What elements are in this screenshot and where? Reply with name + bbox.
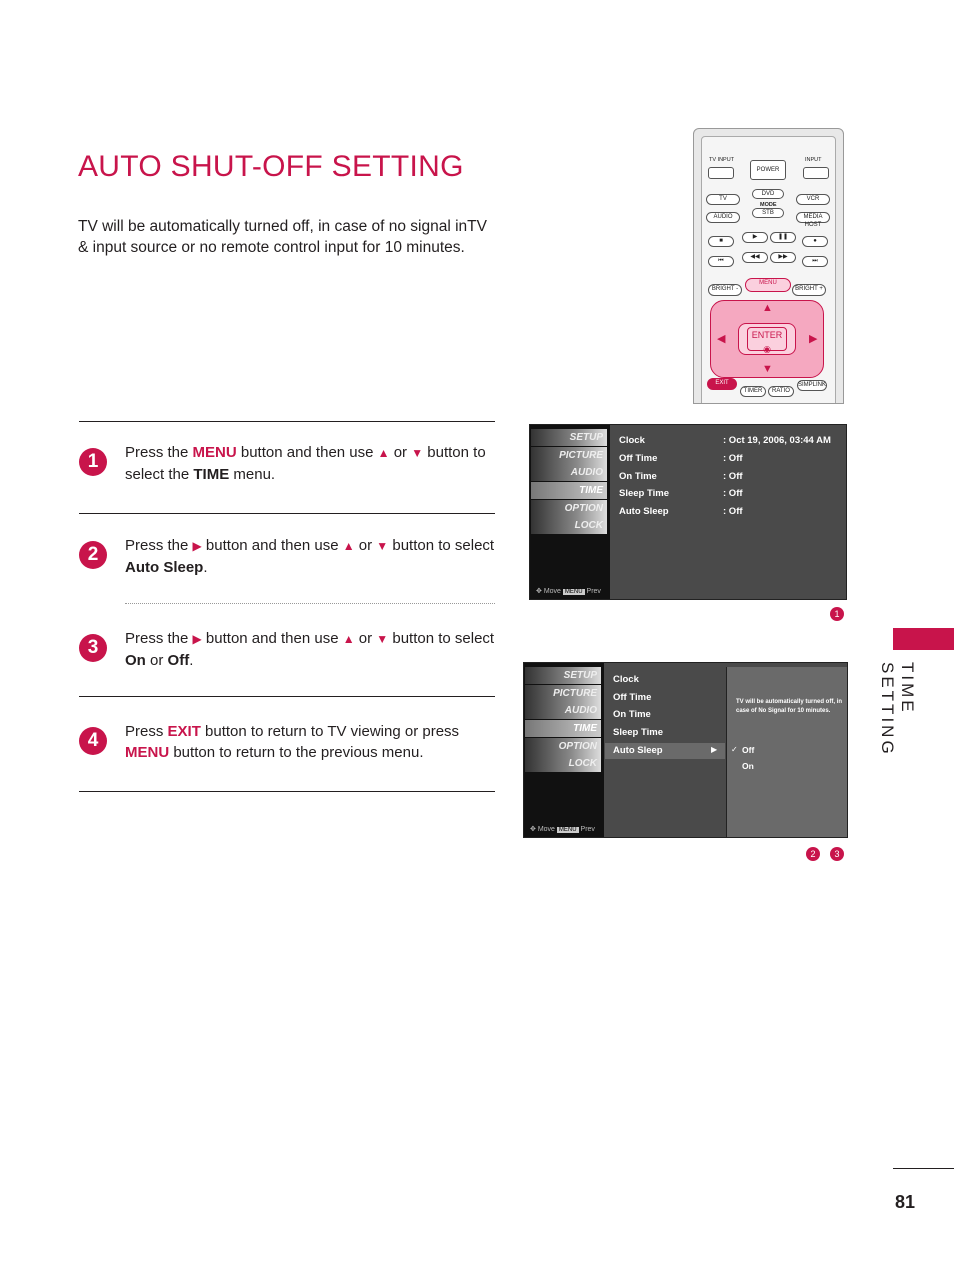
remote-record-button[interactable]: ● xyxy=(802,236,828,247)
remote-tv-button[interactable]: TV xyxy=(706,194,740,205)
menu-row-value: : Off xyxy=(723,506,743,517)
callout-3: 3 xyxy=(830,847,844,861)
remote-up-button[interactable]: ▲ xyxy=(762,302,773,314)
menu-side-option[interactable]: OPTION xyxy=(525,738,601,755)
step-number-1: 1 xyxy=(79,448,107,476)
step-3-text: Press the ▶ button and then use ▲ or ▼ button to select On or Off. xyxy=(125,630,495,669)
remote-menu-button[interactable]: MENU xyxy=(745,278,791,292)
remote-right-button[interactable]: ▶ xyxy=(809,333,818,345)
move-icon: ✥ xyxy=(536,588,542,595)
remote-skip-back-button[interactable]: ⏮ xyxy=(708,256,734,267)
remote-ff-button[interactable]: ▶▶ xyxy=(770,252,796,263)
menu-side-lock[interactable]: LOCK xyxy=(525,755,601,772)
option-off[interactable]: Off xyxy=(742,745,755,755)
submenu-arrow-icon: ▶ xyxy=(711,745,718,754)
down-arrow-icon: ▼ xyxy=(411,446,424,460)
info-text: TV will be automatically turned off, in case of No Signal for 10 minutes. xyxy=(736,699,843,714)
step-number-4: 4 xyxy=(79,727,107,755)
down-arrow-icon: ▼ xyxy=(376,539,389,553)
menu-row-value: : Off xyxy=(723,488,743,499)
step-number-2: 2 xyxy=(79,541,107,569)
remote-bright-plus-button[interactable]: BRIGHT + xyxy=(792,284,826,296)
menu-side-lock[interactable]: LOCK xyxy=(531,517,607,534)
menu-side-picture[interactable]: PICTURE xyxy=(531,447,607,464)
up-arrow-icon: ▲ xyxy=(342,539,355,553)
remote-tv-input-label: TV INPUT xyxy=(709,157,735,163)
callout-2: 2 xyxy=(806,847,820,861)
menu-side-audio[interactable]: AUDIO xyxy=(525,702,601,719)
menu-side-picture[interactable]: PICTURE xyxy=(525,685,601,702)
menu-side-time[interactable]: TIME xyxy=(531,482,607,499)
remote-vcr-button[interactable]: VCR xyxy=(796,194,830,205)
divider-dotted xyxy=(125,603,495,604)
intro-text: TV will be automatically turned off, in case of no signal inTV & input source or no remote control input for 10 minutes. xyxy=(78,218,487,256)
remote-tv-input-button[interactable] xyxy=(708,167,734,179)
divider xyxy=(79,696,495,697)
right-arrow-icon: ▶ xyxy=(192,632,202,646)
auto-sleep-menu-screen xyxy=(523,662,848,838)
down-arrow-icon: ▼ xyxy=(376,632,389,646)
menu-row-label[interactable]: Off Time xyxy=(613,692,652,703)
remote-timer-button[interactable]: TIMER xyxy=(740,386,766,397)
remote-stb-button[interactable]: STB xyxy=(752,208,784,218)
menu-row-value: : Off xyxy=(723,453,743,464)
footer-rule xyxy=(893,1168,954,1169)
remote-input-button[interactable] xyxy=(803,167,829,179)
remote-down-button[interactable]: ▼ xyxy=(762,363,773,375)
menu-row-label[interactable]: Off Time xyxy=(619,453,658,464)
step-number-3: 3 xyxy=(79,634,107,662)
menu-side-setup[interactable]: SETUP xyxy=(525,667,601,684)
remote-pause-button[interactable]: ❚❚ xyxy=(770,232,796,243)
menu-side-setup[interactable]: SETUP xyxy=(531,429,607,446)
step-2-text: Press the ▶ button and then use ▲ or ▼ button to select Auto Sleep. xyxy=(125,537,495,576)
section-label: TIME SETTING xyxy=(878,662,917,757)
section-tab xyxy=(893,628,954,650)
up-arrow-icon: ▲ xyxy=(377,446,390,460)
menu-row-label[interactable]: Sleep Time xyxy=(613,727,663,738)
remote-rewind-button[interactable]: ◀◀ xyxy=(742,252,768,263)
menu-footer: ✥ Move MENU Prev xyxy=(536,588,601,595)
menu-row-label[interactable]: Clock xyxy=(619,435,645,446)
menu-row-value: : Oct 19, 2006, 03:44 AM xyxy=(723,435,831,446)
remote-dpad xyxy=(710,300,824,378)
divider xyxy=(79,421,495,422)
page-number: 81 xyxy=(895,1192,916,1212)
menu-side-option[interactable]: OPTION xyxy=(531,500,607,517)
remote-bright-minus-button[interactable]: BRIGHT - xyxy=(708,284,742,296)
remote-mode-label: MODE xyxy=(760,202,777,208)
menu-footer: ✥ Move MENU Prev xyxy=(530,826,595,833)
step-4-text: Press EXIT button to return to TV viewing or press MENU button to return to the previous menu. xyxy=(125,723,460,761)
menu-row-label[interactable]: Clock xyxy=(613,674,639,685)
time-menu-screen xyxy=(529,424,847,600)
up-arrow-icon: ▲ xyxy=(342,632,355,646)
remote-audio-button[interactable]: AUDIO xyxy=(706,212,740,223)
menu-row-label[interactable]: Auto Sleep xyxy=(619,506,669,517)
remote-input-label: INPUT xyxy=(805,157,822,163)
menu-row-label[interactable]: Sleep Time xyxy=(619,488,669,499)
right-arrow-icon: ▶ xyxy=(192,539,202,553)
page-title: AUTO SHUT-OFF SETTING xyxy=(78,150,464,183)
step-1-text: Press the MENU button and then use ▲ or ▼ button to select the TIME menu. xyxy=(125,444,486,483)
callout-1: 1 xyxy=(830,607,844,621)
divider xyxy=(79,791,495,792)
remote-skip-fwd-button[interactable]: ⏭ xyxy=(802,256,828,267)
menu-row-label[interactable]: On Time xyxy=(613,709,651,720)
menu-side-time[interactable]: TIME xyxy=(525,720,601,737)
remote-simplink-button[interactable]: SIMPLINK xyxy=(797,380,827,391)
remote-enter-button[interactable]: ENTER ◉ xyxy=(747,327,787,351)
check-icon: ✓ xyxy=(731,745,738,754)
remote-ratio-button[interactable]: RATIO xyxy=(768,386,794,397)
menu-row-label[interactable]: Auto Sleep xyxy=(613,745,663,756)
remote-media-host-button[interactable]: MEDIA HOST xyxy=(796,212,830,223)
remote-stop-button[interactable]: ■ xyxy=(708,236,734,247)
divider xyxy=(79,513,495,514)
menu-row-value: : Off xyxy=(723,471,743,482)
move-icon: ✥ xyxy=(530,826,536,833)
remote-exit-button[interactable]: EXIT xyxy=(707,378,737,390)
remote-dvd-button[interactable]: DVD xyxy=(752,189,784,199)
remote-power-button[interactable]: POWER xyxy=(750,160,786,180)
remote-left-button[interactable]: ◀ xyxy=(717,333,726,345)
option-on[interactable]: On xyxy=(742,761,754,771)
menu-side-audio[interactable]: AUDIO xyxy=(531,464,607,481)
remote-play-button[interactable]: ▶ xyxy=(742,232,768,243)
menu-row-label[interactable]: On Time xyxy=(619,471,657,482)
